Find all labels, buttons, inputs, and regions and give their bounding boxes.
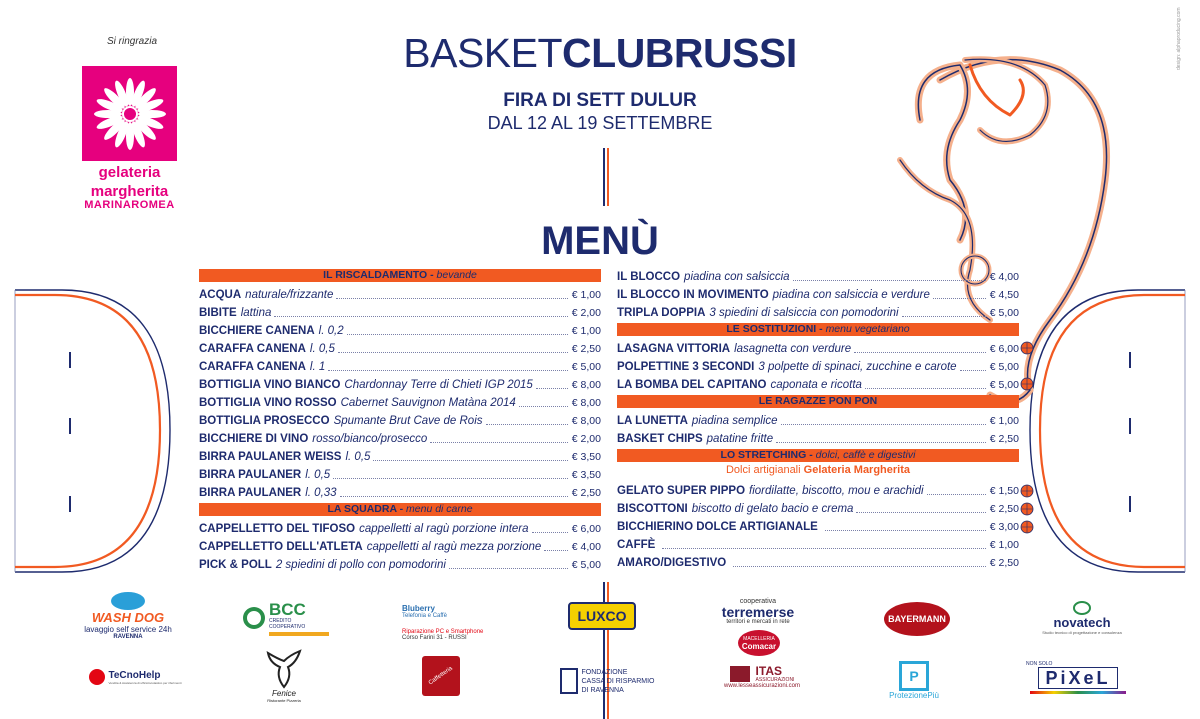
basketball-icon — [1021, 378, 1033, 390]
bluberry-logo: Bluberry Telefonia e Caffè Riparazione PC e Smartphone Corso Farini 31 - RUSSI — [402, 603, 484, 641]
menu-item: LA BOMBA DEL CAPITANO caponata e ricotta € 5,00 — [617, 379, 1019, 391]
menu-item: BIRRA PAULANER l. 0,33 € 2,50 — [199, 487, 601, 499]
novatech-logo: novatech Studio tecnico di progettazione e consulenza — [1040, 592, 1124, 644]
protezione-icon: P — [899, 661, 929, 691]
phoenix-icon — [266, 649, 302, 689]
menu-item: AMARO/DIGESTIVO € 2,50 — [617, 557, 1019, 569]
menu-item: CAFFÈ € 1,00 — [617, 539, 1019, 551]
gelateria-name-line2: margherita — [90, 183, 169, 200]
menu-item: IL BLOCCO piadina con salsiccia € 4,00 — [617, 271, 1019, 283]
flower-icon — [82, 66, 177, 161]
menu-item: CAPPELLETTO DELL'ATLETA cappelletti al ragù mezza porzione € 4,00 — [199, 541, 601, 553]
menu-item: BASKET CHIPS patatine fritte € 2,50 — [617, 433, 1019, 445]
gelateria-margherita-logo — [82, 66, 177, 211]
section-header-squadra: LA SQUADRA - menu di carne — [199, 503, 601, 516]
itas-icon — [730, 666, 750, 682]
tecnohelp-icon — [89, 669, 105, 685]
menu-item: CARAFFA CANENA l. 1 € 5,00 — [199, 361, 601, 373]
menu-item: BICCHIERE CANENA l. 0,2 € 1,00 — [199, 325, 601, 337]
menu-item: ACQUA naturale/frizzante € 1,00 — [199, 289, 601, 301]
tecnohelp-logo: TeCnoHelp Vendita & Assistenza di ufficio/scolastico per riferimenti — [80, 664, 190, 690]
section-header-stretching: LO STRETCHING - dolci, caffè e digestivi — [617, 449, 1019, 462]
dog-icon — [111, 592, 145, 610]
gelateria-name-line1: gelateria — [98, 164, 161, 181]
club-title-light: BASKET — [403, 30, 563, 76]
menu-left-column — [199, 266, 601, 572]
basketball-icon — [1021, 503, 1033, 515]
basketball-icon — [1021, 485, 1033, 497]
design-credit: design: alphaproducing.com — [1176, 7, 1182, 70]
fenice-logo: Fenice Ristorante Pizzeria — [260, 644, 308, 708]
menu-item: POLPETTINE 3 SECONDI 3 polpette di spinaci, zucchine e carote € 5,00 — [617, 361, 1019, 373]
club-title — [300, 30, 900, 77]
section-note: Dolci artigianali Gelateria Margherita — [725, 464, 911, 476]
pixel-logo: NON SOLO PiXeL — [1026, 658, 1130, 696]
menu-title: MENÙ — [541, 219, 659, 263]
event-name: FIRA DI SETT DULUR — [503, 90, 697, 111]
bcc-icon — [243, 607, 265, 629]
club-title-bold: CLUBRUSSI — [562, 30, 797, 76]
menu-item: TRIPLA DOPPIA 3 spiedini di salsiccia con pomodorini € 5,00 — [617, 307, 1019, 319]
menu-item: BISCOTTONI biscotto di gelato bacio e crema € 2,50 — [617, 503, 1019, 515]
fondazione-logo: FONDAZIONE CASSA DI RISPARMIO DI RAVENNA — [552, 664, 662, 698]
section-header-riscaldamento: IL RISCALDAMENTO - bevande — [199, 269, 601, 282]
menu-item: BOTTIGLIA PROSECCO Spumante Brut Cave de Rois € 8,00 — [199, 415, 601, 427]
bayermann-logo: BAYERMANN — [884, 602, 950, 636]
bcc-logo: BCC CREDITO COOPERATIVO — [243, 598, 329, 638]
comacar-logo: MACELLERIA Comacar — [738, 630, 780, 656]
menu-item: BICCHIERE DI VINO rosso/bianco/prosecco € 2,00 — [199, 433, 601, 445]
menu-item: BOTTIGLIA VINO BIANCO Chardonnay Terre di Chieti IGP 2015 € 8,00 — [199, 379, 601, 391]
menu-item: CAPPELLETTO DEL TIFOSO cappelletti al ragù porzione intera € 6,00 — [199, 523, 601, 535]
gelateria-place: MARINAROMEA — [84, 199, 175, 211]
thanks-label: Si ringrazia — [107, 36, 158, 47]
washdog-logo: WASH DOG lavaggio self service 24h RAVENNA — [78, 590, 178, 642]
menu-item: BIBITE lattina € 2,00 — [199, 307, 601, 319]
protezionepiu-logo: P ProtezionePiù — [880, 658, 948, 702]
menu-item: CARAFFA CANENA l. 0,5 € 2,50 — [199, 343, 601, 355]
menu-item: PICK & POLL 2 spiedini di pollo con pomodorini € 5,00 — [199, 559, 601, 571]
terremerse-logo: cooperativa terremerse territori e mercati in rete — [721, 597, 795, 625]
basketball-icons-group-1 — [1019, 340, 1035, 392]
section-header-sostituzioni: LE SOSTITUZIONI - menu vegetariano — [617, 323, 1019, 336]
menu-item: BIRRA PAULANER l. 0,5 € 3,50 — [199, 469, 601, 481]
caffetteria-logo: Caffetteria — [422, 656, 460, 696]
menu-item: LA LUNETTA piadina semplice € 1,00 — [617, 415, 1019, 427]
section-header-ragazze: LE RAGAZZE PON PON — [617, 395, 1019, 408]
itas-logo: ITAS ASSICURAZIONI www.lesseassicurazioni.com — [723, 664, 801, 689]
luxco-logo: LUXCO — [568, 602, 636, 630]
basketball-icon — [1021, 342, 1033, 354]
fondazione-icon — [560, 668, 578, 694]
menu-item: GELATO SUPER PIPPO fiordilatte, biscotto, mou e arachidi € 1,50 — [617, 485, 1019, 497]
event-dates: DAL 12 AL 19 SETTEMBRE — [487, 113, 713, 133]
leaf-icon — [1073, 601, 1091, 615]
menu-item: LASAGNA VITTORIA lasagnetta con verdure € 6,00 — [617, 343, 1019, 355]
menu-item: IL BLOCCO IN MOVIMENTO piadina con salsiccia e verdure € 4,50 — [617, 289, 1019, 301]
menu-item: BICCHIERINO DOLCE ARTIGIANALE € 3,00 — [617, 521, 1019, 533]
basketball-icons-group-2 — [1019, 483, 1035, 535]
menu-item: BIRRA PAULANER WEISS l. 0,5 € 3,50 — [199, 451, 601, 463]
menu-item: BOTTIGLIA VINO ROSSO Cabernet Sauvignon Matàna 2014 € 8,00 — [199, 397, 601, 409]
menu-right-column — [617, 266, 1019, 570]
basketball-icon — [1021, 521, 1033, 533]
